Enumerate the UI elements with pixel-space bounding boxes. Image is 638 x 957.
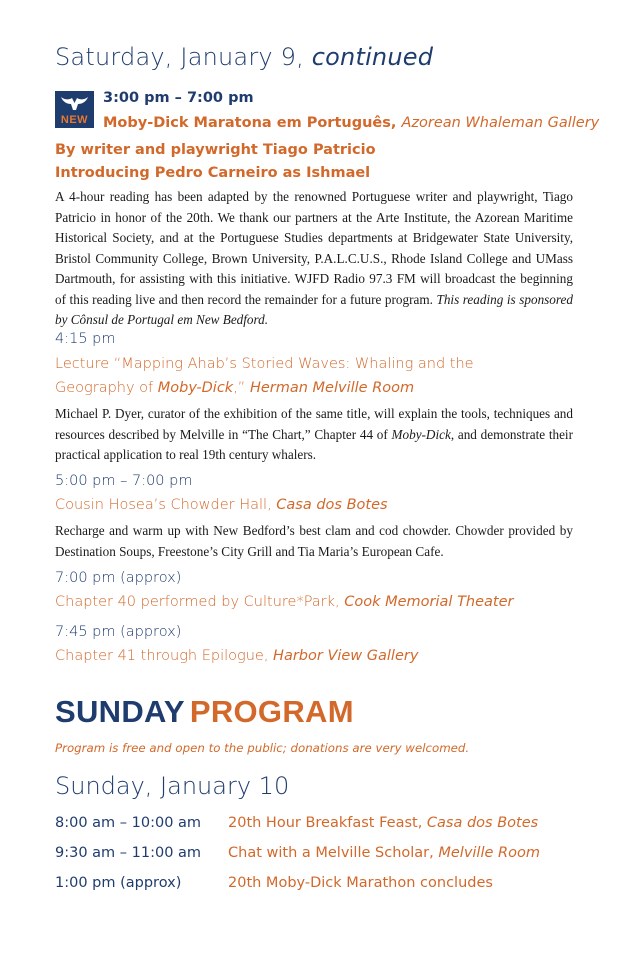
new-badge [55, 91, 94, 128]
event2-time: 4:15 pm [55, 331, 116, 347]
event4-time: 7:00 pm (approx) [55, 570, 182, 586]
event2-title-part: Geography of [55, 380, 158, 396]
event2-title-line1: Lecture “Mapping Ahab’s Storied Waves: Whaling and the [55, 356, 474, 372]
event3-venue: Casa dos Botes [276, 497, 388, 513]
sunday-program-heading [55, 694, 354, 730]
event1-title [103, 115, 599, 131]
sunday-row-time: 8:00 am – 10:00 am [55, 815, 202, 831]
saturday-heading-text: Saturday, January 9, [55, 43, 312, 71]
event3-title [55, 497, 388, 513]
event2-desc-part2: , and demonstrate their practical application to real 19th century whalers. [55, 426, 573, 462]
event1-byline-ishmael: Introducing Pedro Carneiro as Ishmael [55, 165, 371, 181]
event1-description-text: A 4-hour reading has been adapted by the renowned Portuguese writer and playwright, Tiago Patricio in honor of the 20th. We thank our partners at the Arte Institute, the Azorean Maritime Historical Society, and at the Portuguese Studies departments at Bridgewater State University, Bristol Community College, Brown University, P.A.L.C.U.S., Rhode Island College and UMass Dartmouth, for assisting with this initiative. WJFD Radio 97.3 FM will broadcast the beginning of this reading live and then record the remainder for a future program. [55, 189, 573, 307]
sunday-row-venue: Melville Room [438, 845, 540, 861]
event5-venue: Harbor View Gallery [273, 648, 419, 664]
event5-time: 7:45 pm (approx) [55, 624, 182, 640]
sunday-row-event-text: Chat with a Melville Scholar, [228, 845, 439, 861]
sunday-heading: Sunday, January 10 [55, 772, 290, 800]
event1-byline-writer: By writer and playwright Tiago Patricio [55, 142, 376, 158]
event5-title-text: Chapter 41 through Epilogue, [55, 648, 274, 664]
event1-venue: Azorean Whaleman Gallery [401, 115, 600, 131]
event2-title-punct: ,” [233, 380, 250, 396]
event4-title-text: Chapter 40 performed by Culture*Park, [55, 594, 345, 610]
event2-description [55, 404, 573, 466]
continued-label: continued [311, 43, 434, 71]
event2-title-line2 [55, 380, 414, 396]
saturday-heading [55, 43, 433, 71]
event1-time: 3:00 pm – 7:00 pm [103, 90, 254, 106]
event4-title [55, 594, 514, 610]
sunday-row-venue: Casa dos Botes [426, 815, 539, 831]
sunday-word: SUNDAY [55, 694, 185, 729]
sunday-row-event-text: 20th Hour Breakfast Feast, [228, 815, 427, 831]
sunday-row-event [228, 875, 493, 891]
event5-title [55, 648, 418, 664]
new-label: NEW [60, 114, 89, 126]
event1-sponsor-note: This reading is sponsored by Cônsul de Portugal em New Bedford. [55, 291, 573, 327]
event2-desc-part1: Michael P. Dyer, curator of the exhibition of the same title, will explain the tools, techniques and resources described by Melville in “The Chart,” Chapter 44 of [55, 406, 573, 442]
program-word: PROGRAM [189, 694, 354, 729]
event1-title-text: Moby-Dick Maratona em Português, [103, 115, 402, 131]
event3-title-text: Cousin Hosea’s Chowder Hall, [55, 497, 277, 513]
event2-book-title: Moby-Dick [157, 380, 234, 396]
sunday-row-event-text: 20th Moby-Dick Marathon concludes [228, 875, 493, 891]
sunday-row-event [228, 815, 538, 831]
sunday-row-time: 9:30 am – 11:00 am [55, 845, 202, 861]
sunday-row-event [228, 845, 540, 861]
free-admission-note: Program is free and open to the public; donations are very welcomed. [55, 741, 470, 755]
event3-time: 5:00 pm – 7:00 pm [55, 473, 193, 489]
event1-description [55, 187, 573, 331]
event4-venue: Cook Memorial Theater [344, 594, 514, 610]
event2-desc-book: Moby-Dick [391, 426, 451, 442]
whale-tail-icon [55, 91, 94, 115]
event3-description: Recharge and warm up with New Bedford’s best clam and cod chowder. Chowder provided by Destination Soups, Freestone’s City Grill and Tia Maria’s European Cafe. [55, 523, 573, 559]
event2-venue: Herman Melville Room [249, 380, 415, 396]
sunday-row-time: 1:00 pm (approx) [55, 875, 182, 891]
